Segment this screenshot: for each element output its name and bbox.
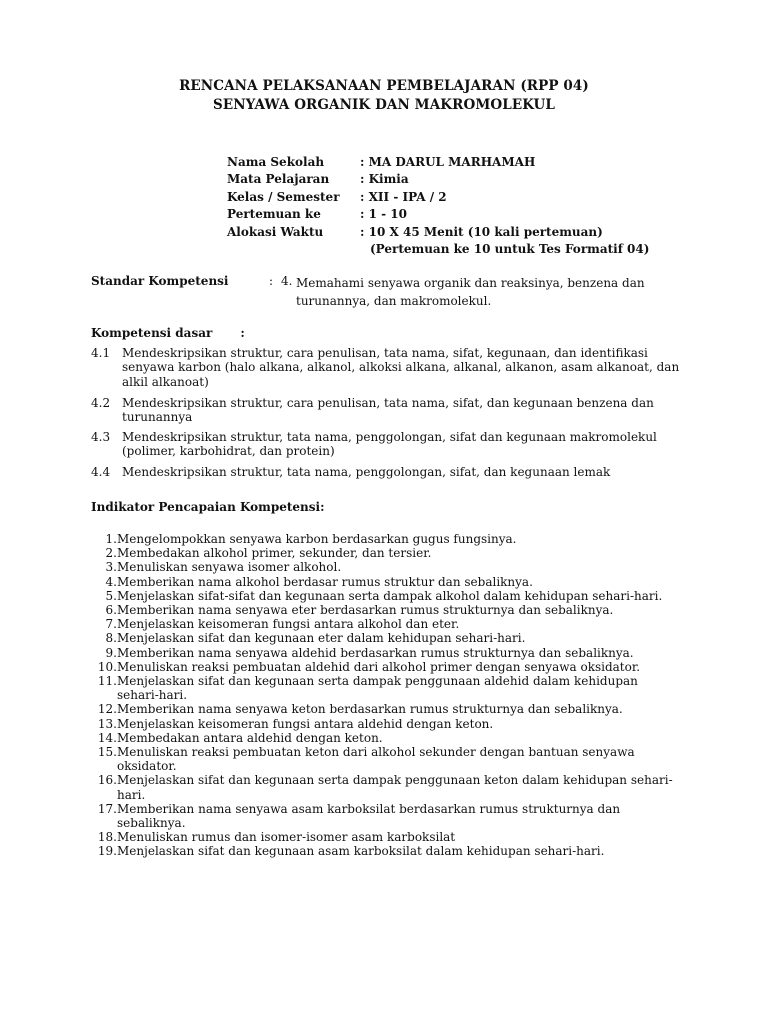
info-value: : MA DARUL MARHAMAH	[360, 154, 536, 169]
indikator-number: 7.	[105, 617, 117, 632]
indikator-text: Membedakan alkohol primer, sekunder, dan tersier.	[117, 546, 432, 561]
indikator-item	[91, 717, 691, 731]
info-label: Alokasi Waktu	[227, 224, 324, 239]
indikator-text: Memberikan nama senyawa keton berdasarkan rumus strukturnya dan sebaliknya.	[117, 702, 623, 717]
indikator-text: Memberikan nama senyawa asam karboksilat berdasarkan rumus strukturnya dan sebaliknya.	[117, 801, 621, 831]
standar-kompetensi-text: Memahami senyawa organik dan reaksinya, benzena dan turunannya, dan makromolekul.	[296, 276, 645, 308]
kompetensi-dasar-number: 4.3	[91, 430, 111, 444]
kompetensi-dasar-text: Mendeskripsikan struktur, cara penulisan, tata nama, sifat, kegunaan, dan identifikasi senyawa karbon (halo alkana, alkanol, alkoksi alkana, alkanal, alkanon, asam alkanoat, dan alkil alkanoat)	[122, 346, 680, 389]
indikator-number: 3.	[105, 560, 117, 575]
standar-kompetensi-colon: :	[269, 274, 274, 288]
indikator-text: Memberikan nama senyawa eter berdasarkan rumus strukturnya dan sebaliknya.	[117, 603, 614, 618]
indikator-list	[91, 532, 691, 859]
indikator-item	[91, 631, 691, 645]
indikator-text: Memberikan nama alkohol berdasar rumus struktur dan sebaliknya.	[117, 574, 533, 589]
indikator-number: 12.	[97, 702, 117, 717]
info-value: : XII - IPA / 2	[360, 189, 447, 204]
kompetensi-dasar-text: Mendeskripsikan struktur, tata nama, penggolongan, sifat, dan kegunaan lemak	[122, 465, 611, 479]
kompetensi-dasar-number: 4.4	[91, 465, 111, 479]
indikator-number: 15.	[97, 745, 117, 760]
indikator-text: Membedakan antara aldehid dengan keton.	[117, 730, 383, 745]
info-note: (Pertemuan ke 10 untuk Tes Formatif 04)	[370, 242, 650, 257]
info-row	[227, 171, 649, 189]
indikator-text: Menuliskan reaksi pembuatan aldehid dari alkohol primer dengan senyawa oksidator.	[117, 659, 641, 674]
indikator-item	[91, 617, 691, 631]
indikator-number: 5.	[105, 588, 117, 603]
info-value: : 10 X 45 Menit (10 kali pertemuan)	[360, 224, 603, 239]
indikator-text: Menjelaskan keisomeran fungsi antara alkohol dan eter.	[117, 617, 460, 632]
indikator-text: Menjelaskan sifat dan kegunaan serta dampak penggunaan keton dalam kehidupan sehari-hari.	[117, 773, 673, 802]
indikator-item	[91, 830, 691, 844]
kompetensi-dasar-label: Kompetensi dasar	[91, 326, 213, 340]
indikator-item	[91, 731, 691, 745]
kompetensi-dasar-heading	[91, 326, 245, 340]
info-label: Nama Sekolah	[227, 154, 325, 169]
indikator-number: 9.	[105, 645, 117, 660]
indikator-number: 19.	[97, 844, 117, 859]
indikator-number: 10.	[97, 659, 117, 674]
kompetensi-dasar-number: 4.1	[91, 346, 111, 360]
info-label: Mata Pelajaran	[227, 172, 330, 187]
info-label: Kelas / Semester	[227, 189, 340, 204]
indikator-item	[91, 802, 691, 830]
info-value: : 1 - 10	[360, 207, 407, 222]
indikator-text: Memberikan nama senyawa aldehid berdasarkan rumus strukturnya dan sebaliknya.	[117, 645, 634, 660]
indikator-item	[91, 745, 691, 773]
indikator-item	[91, 532, 691, 546]
indikator-number: 18.	[97, 830, 117, 845]
info-value: : Kimia	[360, 172, 409, 187]
info-table	[227, 153, 649, 258]
indikator-text: Menjelaskan keisomeran fungsi antara aldehid dengan keton.	[117, 716, 494, 731]
indikator-number: 14.	[97, 730, 117, 745]
indikator-item	[91, 575, 691, 589]
kompetensi-dasar-text: Mendeskripsikan struktur, tata nama, penggolongan, sifat dan kegunaan makromolekul (polimer, karbohidrat, dan protein)	[122, 430, 657, 459]
kompetensi-dasar-colon: :	[240, 326, 245, 340]
indikator-item	[91, 660, 691, 674]
info-row	[227, 188, 649, 206]
standar-kompetensi-label: Standar Kompetensi	[91, 274, 229, 288]
indikator-item	[91, 844, 691, 858]
indikator-number: 17.	[97, 801, 117, 816]
indikator-item	[91, 603, 691, 617]
indikator-text: Menuliskan rumus dan isomer-isomer asam karboksilat	[117, 830, 456, 845]
info-row	[227, 206, 649, 224]
indikator-item	[91, 589, 691, 603]
indikator-number: 2.	[105, 546, 117, 561]
standar-kompetensi-number: 4.	[281, 274, 293, 288]
indikator-text: Mengelompokkan senyawa karbon berdasarkan gugus fungsinya.	[117, 532, 517, 546]
indikator-number: 13.	[97, 716, 117, 731]
indikator-number: 6.	[105, 603, 117, 618]
indikator-text: Menjelaskan sifat-sifat dan kegunaan serta dampak alkohol dalam kehidupan sehari-hari.	[117, 588, 663, 603]
info-row	[227, 153, 649, 171]
info-row-note	[227, 241, 649, 259]
indikator-number: 11.	[97, 674, 117, 689]
indikator-number: 1.	[105, 532, 117, 546]
document-subtitle: SENYAWA ORGANIK DAN MAKROMOLEKUL	[212, 97, 556, 113]
indikator-text: Menjelaskan sifat dan kegunaan asam karboksilat dalam kehidupan sehari-hari.	[117, 844, 605, 859]
info-row	[227, 223, 649, 241]
indikator-item	[91, 702, 691, 716]
info-label: Pertemuan ke	[227, 207, 321, 222]
indikator-text: Menjelaskan sifat dan kegunaan serta dampak penggunaan aldehid dalam kehidupan sehari-hari.	[117, 674, 638, 703]
indikator-text: Menuliskan reaksi pembuatan keton dari alkohol sekunder dengan bantuan senyawa oksidator.	[117, 745, 635, 774]
indikator-number: 16.	[97, 773, 117, 788]
indikator-item	[91, 646, 691, 660]
indikator-item	[91, 674, 691, 702]
document-title: RENCANA PELAKSANAAN PEMBELAJARAN (RPP 04)	[179, 78, 589, 94]
kompetensi-dasar-text: Mendeskripsikan struktur, cara penulisan, tata nama, sifat, dan kegunaan benzena dan turunannya	[122, 396, 654, 425]
indikator-item	[91, 560, 691, 574]
kompetensi-dasar-number: 4.2	[91, 396, 111, 410]
indikator-number: 4.	[105, 574, 117, 589]
indikator-text: Menuliskan senyawa isomer alkohol.	[117, 560, 342, 575]
indikator-item	[91, 773, 691, 801]
indikator-number: 8.	[105, 631, 117, 646]
indikator-heading: Indikator Pencapaian Kompetensi:	[91, 500, 325, 514]
indikator-text: Menjelaskan sifat dan kegunaan eter dalam kehidupan sehari-hari.	[117, 631, 526, 646]
indikator-item	[91, 546, 691, 560]
